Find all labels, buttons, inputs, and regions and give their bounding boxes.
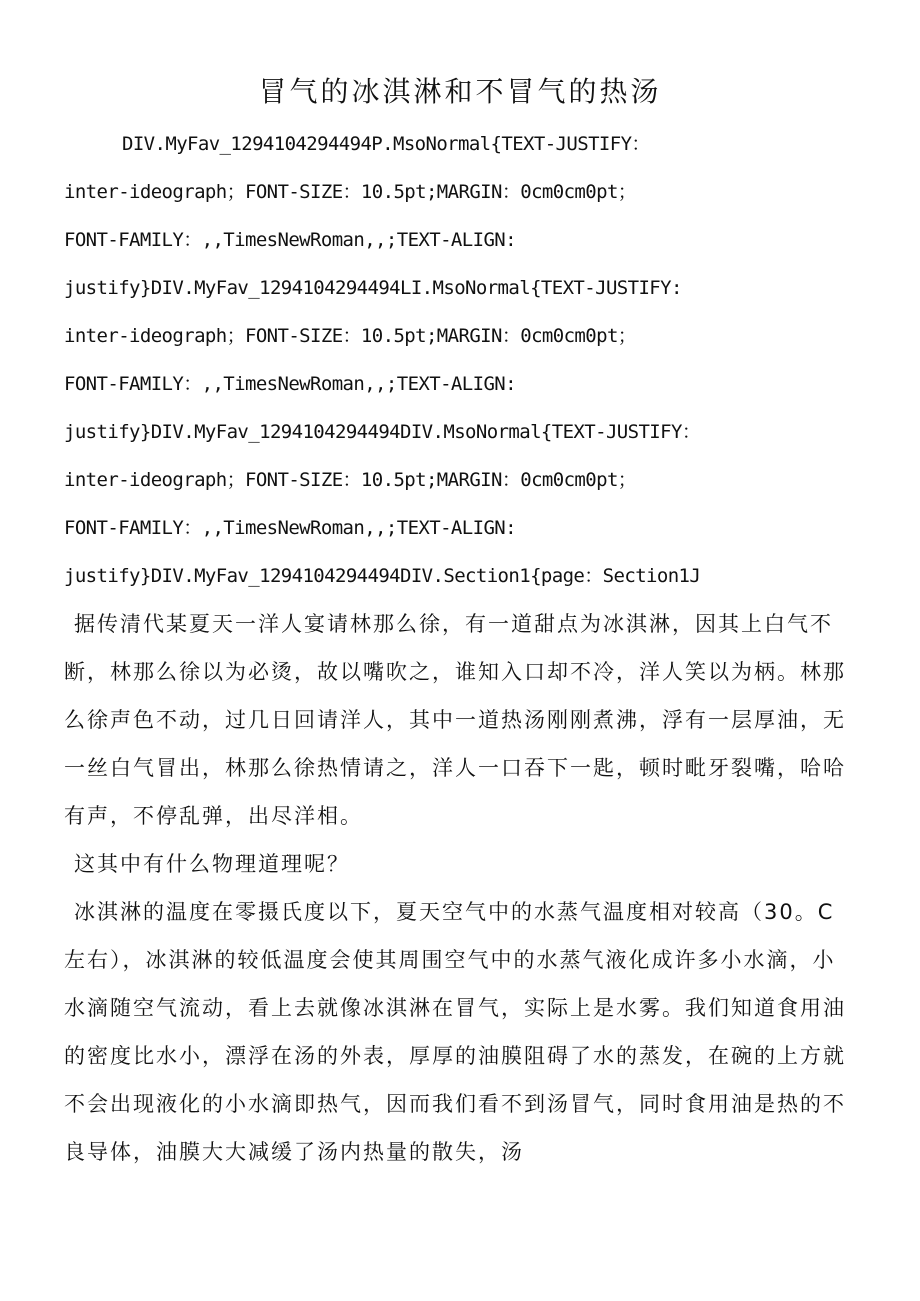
css-code-line: DIV.MyFav_1294104294494P.MsoNormal{TEXT-JUSTIFY： — [122, 133, 650, 155]
css-code-line: inter-ideograph；FONT-SIZE：10.5pt;MARGIN：0cm0cm0pt； — [64, 181, 637, 203]
question-paragraph: 这其中有什么物理道理呢？ — [74, 852, 350, 876]
css-code-line: FONT-FAMILY：,,TimesNewRoman,,;TEXT-ALIGN: — [64, 229, 516, 251]
explanation-paragraph: 冰淇淋的温度在零摄氏度以下，夏天空气中的水蒸气温度相对较高（30。C左右），冰淇淋的较低温度会使其周围空气中的水蒸气液化成许多小水滴，小水滴随空气流动，看上去就像冰淇淋在冒气，实际上是水雾。我们知道食用油的密度比水小，漂浮在汤的外表，厚厚的油膜阻碍了水的蒸发，在碗的上方就不会出现液化的小水滴即热气，因而我们看不到汤冒气，同时食用油是热的不良导体，油膜大大减缓了汤内热量的散失，汤 — [64, 900, 846, 1164]
css-code-line: FONT-FAMILY：,,TimesNewRoman,,;TEXT-ALIGN: — [64, 373, 516, 395]
css-code-line: justify}DIV.MyFav_1294104294494LI.MsoNormal{TEXT-JUSTIFY: — [64, 277, 682, 299]
css-code-line: inter-ideograph；FONT-SIZE：10.5pt;MARGIN：0cm0cm0pt； — [64, 325, 637, 347]
page-title: 冒气的冰淇淋和不冒气的热汤 — [258, 75, 662, 108]
css-code-line: justify}DIV.MyFav_1294104294494DIV.MsoNormal{TEXT-JUSTIFY： — [64, 421, 701, 443]
story-paragraph: 据传清代某夏天一洋人宴请林那么徐，有一道甜点为冰淇淋，因其上白气不断，林那么徐以为必烫，故以嘴吹之，谁知入口却不冷，洋人笑以为柄。林那么徐声色不动，过几日回请洋人，其中一道热汤刚刚煮沸，浮有一层厚油，无一丝白气冒出，林那么徐热情请之，洋人一口吞下一匙，顿时毗牙裂嘴，哈哈有声，不停乱弹，出尽洋相。 — [64, 612, 846, 828]
css-code-line: justify}DIV.MyFav_1294104294494DIV.Section1{page：Section1J — [64, 565, 701, 587]
css-code-line: FONT-FAMILY：,,TimesNewRoman,,;TEXT-ALIGN: — [64, 517, 516, 539]
css-code-line: inter-ideograph；FONT-SIZE：10.5pt;MARGIN：0cm0cm0pt； — [64, 469, 637, 491]
